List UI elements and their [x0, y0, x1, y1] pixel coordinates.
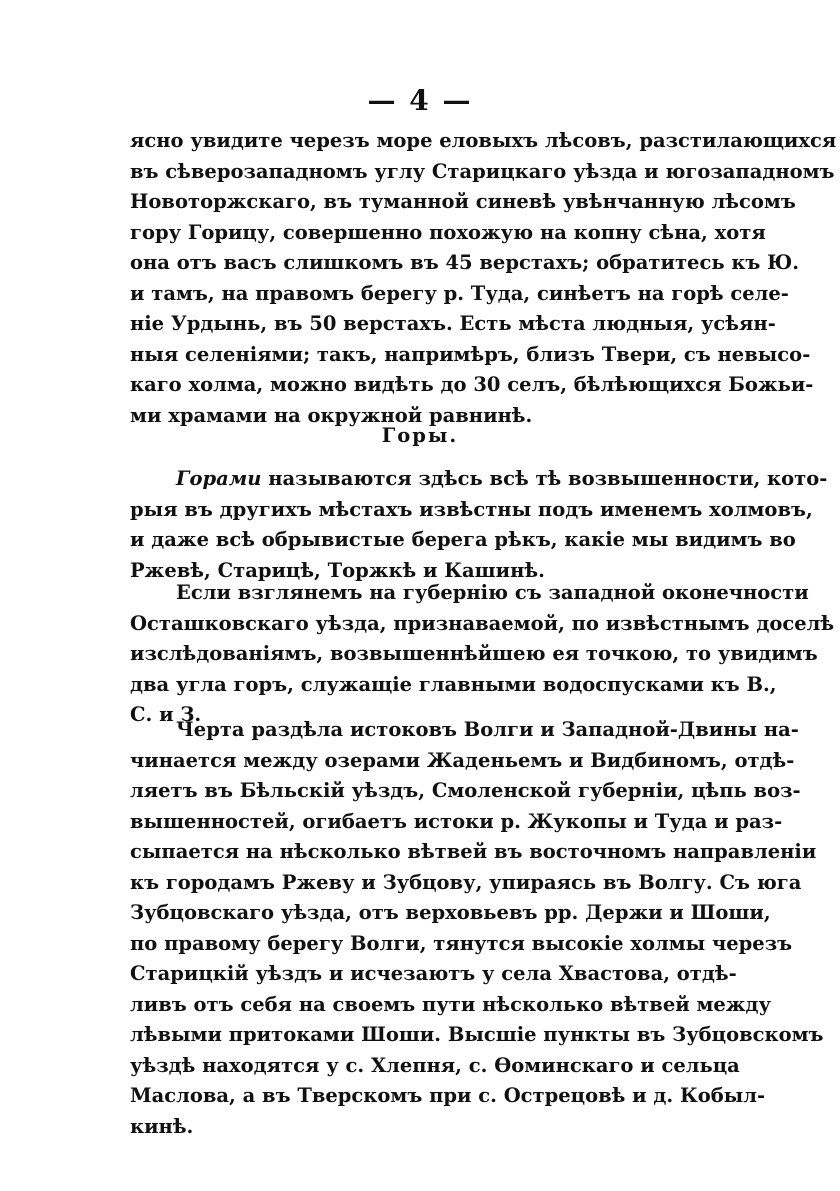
text-line — [130, 464, 828, 495]
text-line: уѣздѣ находятся у с. Хлепня, с. Ѳоминскаго и сельца — [130, 1053, 740, 1077]
text-line: изслѣдованіямъ, возвышеннѣйшею ея точкою, то увидимъ — [130, 642, 818, 665]
text-line: къ городамъ Ржеву и Зубцову, упираясь въ Волгу. Съ юга — [130, 870, 802, 894]
text-line: ляетъ въ Бѣльскій уѣздъ, Смоленской губерніи, цѣпь воз- — [130, 779, 801, 802]
text-line: Осташковскаго уѣзда, признаваемой, по извѣстнымъ доселѣ — [130, 611, 835, 635]
text-line: гору Горицу, совершенно похожую на копну сѣна, хотя — [130, 220, 766, 244]
text-line-rest: называются здѣсь всѣ тѣ возвышенности, кото- — [261, 467, 828, 490]
italic-term: Горами — [176, 467, 262, 490]
paragraph-1 — [130, 126, 837, 431]
text-line: С. и З. — [130, 703, 202, 726]
text-line: рыя въ другихъ мѣстахъ извѣстны подъ именемъ холмовъ, — [130, 497, 813, 521]
text-line: ливъ отъ себя на своемъ пути нѣсколько вѣтвей между — [130, 992, 772, 1016]
text-line: ныя селеніями; такъ, напримѣръ, близъ Твери, съ невысо- — [130, 342, 811, 366]
text-line: ми храмами на окружной равнинѣ. — [130, 403, 533, 427]
paragraph-2 — [130, 464, 828, 586]
text-line: сыпается на нѣсколько вѣтвей въ восточномъ направленіи — [130, 840, 817, 863]
text-line: по правому берегу Волги, тянутся высокіе холмы черезъ — [130, 931, 793, 955]
text-line: въ сѣверозападномъ углу Старицкаго уѣзда и югозападномъ — [130, 159, 835, 183]
section-heading: Горы. — [381, 424, 459, 447]
text-line: лѣвыми притоками Шоши. Высшіе пункты въ Зубцовскомъ — [130, 1023, 824, 1046]
text-line: кинѣ. — [130, 1114, 194, 1138]
text-line: Новоторжскаго, въ туманной синевѣ увѣнчанную лѣсомъ — [130, 190, 796, 213]
text-line: ясно увидите черезъ море еловыхъ лѣсовъ, разстилающихся — [130, 129, 837, 152]
text-line: Если взглянемъ на губернію съ западной оконечности — [176, 581, 809, 604]
text-line: ніе Урдынь, въ 50 верстахъ. Есть мѣста людныя, усѣян- — [130, 312, 776, 335]
text-line: Маслова, а въ Тверскомъ при с. Острецовѣ и д. Кобыл- — [130, 1084, 766, 1107]
text-line: она отъ васъ слишкомъ въ 45 верстахъ; обратитесь къ Ю. — [130, 251, 800, 274]
text-line: каго холма, можно видѣть до 30 селъ, бѣлѣющихся Божьи- — [130, 373, 814, 396]
text-line: Старицкій уѣздъ и исчезаютъ у села Хвастова, отдѣ- — [130, 962, 737, 985]
text-line: Черта раздѣла истоковъ Волги и Западной-Двины на- — [176, 718, 799, 741]
text-line: Зубцовскаго уѣзда, отъ верховьевъ рр. Держи и Шоши, — [130, 901, 771, 924]
page-number: — 4 — — [367, 84, 473, 117]
text-line: и тамъ, на правомъ берегу р. Туда, синѣетъ на горѣ селе- — [130, 281, 789, 305]
text-line: вышенностей, огибаетъ истоки р. Жукопы и Туда и раз- — [130, 809, 783, 833]
paragraph-4 — [130, 715, 824, 1142]
text-line: Ржевѣ, Старицѣ, Торжкѣ и Кашинѣ. — [130, 558, 545, 582]
text-line: два угла горъ, служащіе главными водоспусками къ В., — [130, 672, 777, 696]
text-line: чинается между озерами Жаденьемъ и Видбиномъ, отдѣ- — [130, 748, 795, 772]
text-line: и даже всѣ обрывистые берега рѣкъ, какіе мы видимъ во — [130, 528, 796, 551]
